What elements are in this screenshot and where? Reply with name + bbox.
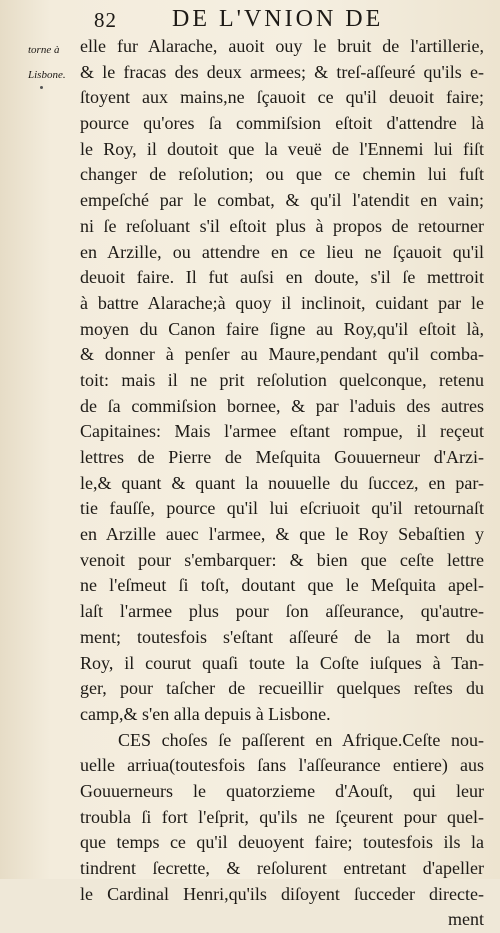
text-line: deuoit faire. Il fut auſsi en doute, s'il ſe mettroit [80, 267, 484, 288]
text-line: empeſché par le combat, & qu'il l'atendit en vain; [80, 190, 484, 211]
marginal-note [28, 38, 78, 88]
text-line: que temps ce qu'il deuoyent faire; toutesfois ils la [80, 832, 484, 853]
text-line: pource qu'ores ſa commiſsion eſtoit d'attendre là [80, 113, 484, 134]
text-line: moyen du Canon faire ſigne au Roy,qu'il eſtoit là, [80, 318, 484, 339]
page-header [0, 6, 500, 36]
text-line: lettres de Pierre de Meſquita Gouuerneur d'Arzi- [80, 447, 484, 467]
text-line: de ſa commiſsion bornee, & par l'aduis des autres [80, 395, 484, 416]
text-line: ſtoyent aux mains,ne ſçauoit ce qu'il deuoit faire; [80, 87, 484, 108]
text-line: à battre Alarache;à quoy il inclinoit, cuidant par le [80, 292, 484, 313]
text-line: Gouuerneurs le quatorzieme d'Aouſt, qui leur [80, 780, 484, 801]
text-line: Capitaines: Mais l'armee eſtant rompue, il reçeut [80, 421, 484, 442]
text-line: Roy, il courut quaſi toute la Coſte iuſques à Tan- [80, 652, 484, 673]
marginal-note-line: torne à [28, 44, 60, 56]
text-line: en Arzille auec l'armee, & que le Roy Sebaſtien y [80, 524, 484, 545]
text-line: changer de reſolution; ou que ce chemin lui fuſt [80, 164, 484, 185]
text-line: laſt l'armee plus pour ſon aſſeurance, qu'autre- [80, 601, 484, 622]
text-line: le Cardinal Henri,qu'ils diſoyent ſucceder directe- [80, 883, 484, 904]
text-line: tindrent ſecrette, & reſolurent entretant d'apeller [80, 858, 484, 878]
text-line: uelle arriua(toutesfois ſans l'aſſeurance entiere) aus [80, 755, 484, 776]
text-line: le,& quant & quant la nouuelle du ſuccez, en par- [80, 472, 484, 493]
text-line: ment; toutesfois s'eſtant aſſeuré de la mort du [80, 626, 484, 647]
running-title: DE L'VNION DE [172, 6, 384, 32]
text-line: le Roy, il doutoit que la veuë de l'Ennemi lui fiſt [80, 138, 484, 159]
text-line: ni ſe reſoluant s'il eſtoit plus à propos de retourner [80, 215, 484, 236]
text-line: en Arzille, ou attendre en ce lieu ne ſçauoit qu'il [80, 241, 484, 262]
text-line: troubla ſi fort l'eſprit, qu'ils ne ſçeurent pour quel- [80, 806, 484, 827]
text-line: & donner à penſer au Maure,pendant qu'il comba- [80, 344, 484, 365]
ink-speck [40, 86, 43, 89]
text-line: toit: mais il ne prit reſolution quelconque, retenu [80, 369, 484, 390]
text-line: & le fracas des deux armees; & treſ-aſſeuré qu'ils e- [80, 61, 484, 82]
text-line: ne l'eſmeut ſi toſt, doutant que le Meſquita apel- [80, 575, 484, 596]
text-line: venoit pour s'embarquer: & bien que ceſte lettre [80, 549, 484, 570]
text-line: ger, pour taſcher de recueillir quelques reſtes du [80, 678, 484, 699]
text-line: tie fauſſe, pource qu'il lui eſcriuoit qu'il retournaſt [80, 498, 484, 519]
marginal-note-line: Lisbone. [28, 69, 66, 81]
page-number: 82 [94, 8, 117, 32]
paragraph-start-line: CES choſes ſe paſſerent en Afrique.Ceſte nou- [118, 729, 484, 750]
body-text [80, 34, 484, 933]
text-line: camp,& s'en alla depuis à Lisbone. [80, 703, 331, 724]
catchword: ment [448, 909, 484, 930]
text-line: elle fur Alarache, auoit ouy le bruit de l'artillerie, [80, 36, 484, 56]
